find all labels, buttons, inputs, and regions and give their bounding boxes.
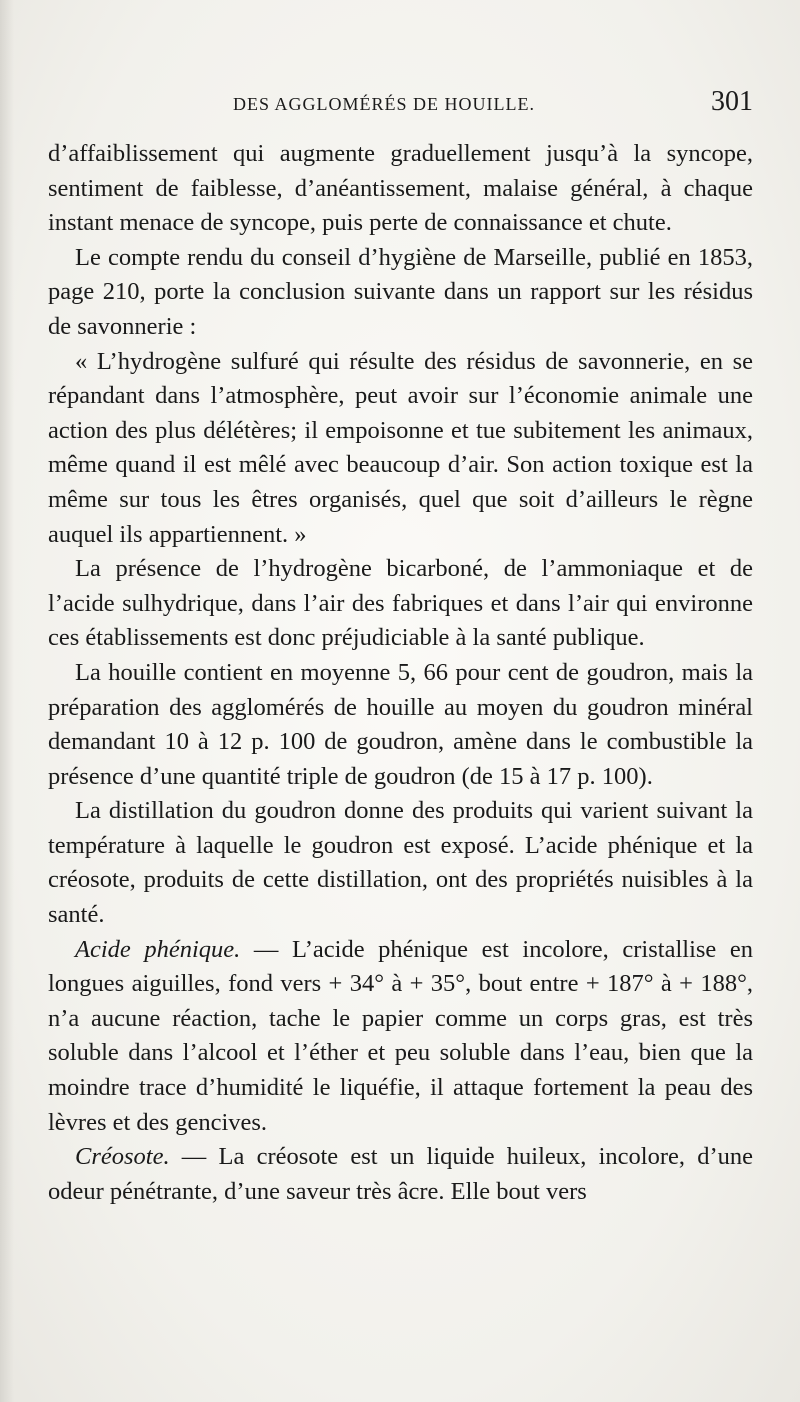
page-gutter-shadow (0, 0, 14, 1402)
paragraph-acide-phenique (48, 933, 753, 1141)
paragraph-text: « L’hydrogène sulfuré qui résulte des résidus de savonnerie, en se répandant dans l’atmosphère, peut avoir sur l’économie animale une action des plus délétères; il empoisonne et tue subitement les animaux, même quand il est mêlé avec beaucoup d’air. Son action toxique est la même sur tous les êtres organisés, quel que soit d’ailleurs le règne auquel ils appartiennent. » (48, 347, 753, 548)
paragraph-quotation (48, 345, 753, 553)
section-lead-acide-phenique: Acide phénique. (75, 935, 241, 963)
paragraph-creosote (48, 1140, 753, 1209)
paragraph-presence (48, 552, 753, 656)
paragraph-compte-rendu (48, 241, 753, 345)
paragraph-text: La distillation du goudron donne des produits qui varient suivant la température à laquelle le goudron est exposé. L’acide phénique et la créosote, produits de cette distillation, ont des propriétés nuisibles à la santé. (48, 797, 753, 929)
paragraph-text: — L’acide phénique est incolore, cristallise en longues aiguilles, fond vers + 34° à + 35°, bout entre + 187° à + 188°, n’a aucune réaction, tache le papier comme un corps gras, est très soluble dans l’alcool et l’éther et peu soluble dans l’eau, bien que la moindre trace d’humidité le liquéfie, il attaque fortement la peau des lèvres et des gencives. (48, 935, 754, 1136)
paragraph-text: — La créosote est un liquide huileux, incolore, d’une odeur pénétrante, d’une saveur très âcre. Elle bout vers (48, 1143, 753, 1205)
body-text (48, 137, 753, 1209)
paragraph-text: Le compte rendu du conseil d’hygiène de Marseille, publié en 1853, page 210, porte la conclusion suivante dans un rapport sur les résidus de savonnerie : (48, 243, 753, 340)
running-title: DES AGGLOMÉRÉS DE HOUILLE. (233, 94, 535, 114)
paragraph-houille (48, 656, 753, 794)
running-head (48, 88, 753, 128)
paragraph-text: d’affaiblissement qui augmente graduellement jusqu’à la syncope, sentiment de faiblesse, d’anéantissement, malaise général, à chaque instant menace de syncope, puis perte de connaissance et chute. (48, 140, 753, 237)
page-number: 301 (711, 86, 753, 117)
paragraph-affaiblissement (48, 137, 753, 241)
section-lead-creosote: Créosote. (75, 1143, 170, 1171)
paragraph-text: La houille contient en moyenne 5, 66 pour cent de goudron, mais la préparation des agglomérés de houille au moyen du goudron minéral demandant 10 à 12 p. 100 de goudron, amène dans le combustible la présence d’une quantité triple de goudron (de 15 à 17 p. 100). (48, 658, 753, 790)
paragraph-text: La présence de l’hydrogène bicarboné, de l’ammoniaque et de l’acide sulhydrique, dans l’air des fabriques et dans l’air qui environne ces établissements est donc préjudiciable à la santé publique. (48, 555, 753, 652)
paragraph-distillation (48, 794, 753, 932)
